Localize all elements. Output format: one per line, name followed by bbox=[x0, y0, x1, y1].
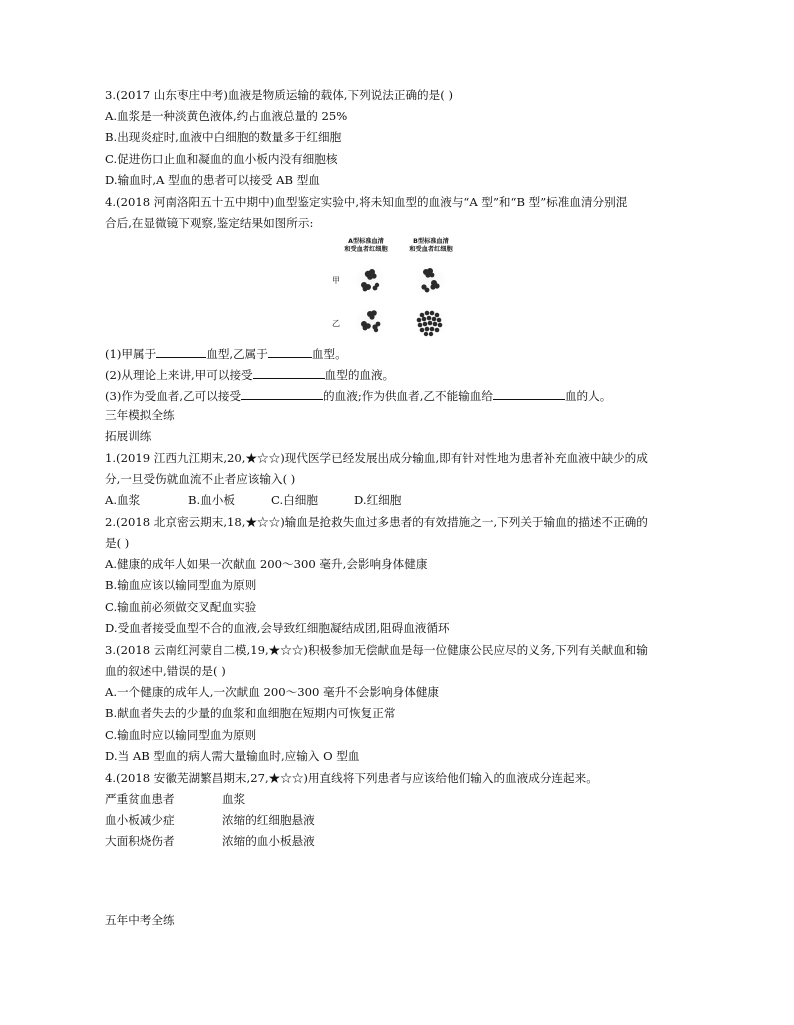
blood-type-figure bbox=[330, 238, 466, 342]
figure-cell-drawings bbox=[330, 238, 466, 342]
figure-col-a-line1: A型标准血清 bbox=[348, 238, 384, 245]
q4-part3-blank1[interactable] bbox=[241, 387, 323, 400]
q4-part3-text-b: 的血液;作为供血者,乙不能输血给 bbox=[323, 389, 493, 403]
e2-option-a: A.健康的成年人如果一次献血 200～300 毫升,会影响身体健康 bbox=[105, 557, 428, 571]
q4-part3 bbox=[105, 387, 611, 403]
q4-part1-text-c: 血型。 bbox=[311, 347, 347, 361]
q4-part3-blank2[interactable] bbox=[493, 387, 565, 400]
e4-right-item-3[interactable]: 浓缩的血小板悬液 bbox=[222, 834, 315, 848]
q4-part1 bbox=[105, 345, 347, 361]
e4-stem: 4.(2018 安徽芜湖繁昌期末,27,★☆☆)用直线将下列患者与应该给他们输入的血液成分连起来。 bbox=[105, 771, 598, 785]
q4-part3-text-a: (3)作为受血者,乙可以接受 bbox=[105, 389, 242, 403]
section-three-year-practice: 三年模拟全练 bbox=[105, 408, 175, 422]
q3-option-b: B.出现炎症时,血液中白细胞的数量多于红细胞 bbox=[105, 130, 342, 144]
e3-option-b: B.献血者失去的少量的血浆和血细胞在短期内可恢复正常 bbox=[105, 706, 396, 720]
q3-option-a: A.血浆是一种淡黄色液体,约占血液总量的 25% bbox=[105, 109, 348, 123]
e1-stem-line2: 分,一旦受伤就血流不止者应该输入( ) bbox=[105, 472, 296, 486]
q4-part2-text-a: (2)从理论上来讲,甲可以接受 bbox=[105, 368, 253, 382]
q4-part2-text-b: 血型的血液。 bbox=[324, 368, 395, 382]
e2-stem-line2: 是( ) bbox=[105, 536, 130, 550]
e3-option-c: C.输血时应以输同型血为原则 bbox=[105, 728, 257, 742]
e3-stem-line2: 血的叙述中,错误的是( ) bbox=[105, 664, 226, 678]
e4-right-item-2[interactable]: 浓缩的红细胞悬液 bbox=[222, 813, 315, 827]
figure-row-yi: 乙 bbox=[332, 319, 340, 328]
e2-stem-line1: 2.(2018 北京密云期末,18,★☆☆)输血是抢救失血过多患者的有效措施之一,下列关于输血的描述不正确的 bbox=[105, 515, 648, 529]
q4-part1-blank2[interactable] bbox=[268, 345, 312, 358]
e3-option-d: D.当 AB 型血的病人需大量输血时,应输入 O 型血 bbox=[105, 749, 360, 763]
e4-left-item-2[interactable]: 血小板减少症 bbox=[105, 813, 175, 827]
e2-option-b: B.输血应该以输同型血为原则 bbox=[105, 578, 257, 592]
q4-part1-blank1[interactable] bbox=[156, 345, 206, 358]
section-five-year-exam-practice: 五年中考全练 bbox=[105, 913, 175, 927]
e4-right-item-1[interactable]: 血浆 bbox=[222, 792, 246, 806]
e4-left-item-3[interactable]: 大面积烧伤者 bbox=[105, 834, 175, 848]
e1-options bbox=[105, 493, 401, 507]
q3-stem: 3.(2017 山东枣庄中考)血液是物质运输的载体,下列说法正确的是( ) bbox=[105, 88, 453, 102]
q3-option-c: C.促进伤口止血和凝血的血小板内没有细胞核 bbox=[105, 152, 338, 166]
e3-option-a: A.一个健康的成年人,一次献血 200～300 毫升不会影响身体健康 bbox=[105, 685, 440, 699]
e3-stem-line1: 3.(2018 云南红河蒙自二模,19,★☆☆)积极参加无偿献血是每一位健康公民应尽的义务,下列有关献血和输 bbox=[105, 643, 648, 657]
figure-row-jia: 甲 bbox=[332, 276, 340, 285]
e1-option-b: B.血小板 bbox=[188, 493, 235, 507]
e1-stem-line1: 1.(2019 江西九江期末,20,★☆☆)现代医学已经发展出成分输血,即有针对性地为患者补充血液中缺少的成 bbox=[105, 451, 648, 465]
q4-part2 bbox=[105, 366, 394, 382]
e2-option-d: D.受血者接受血型不合的血液,会导致红细胞凝结成团,阻碍血液循环 bbox=[105, 621, 450, 635]
figure-col-b-line2: 和受血者红细胞 bbox=[409, 246, 453, 253]
e1-option-d: D.红细胞 bbox=[354, 493, 402, 507]
q4-part3-text-c: 血的人。 bbox=[564, 389, 612, 403]
figure-col-a-line2: 和受血者红细胞 bbox=[344, 246, 388, 253]
q4-part2-blank[interactable] bbox=[253, 366, 325, 379]
q4-part1-text-a: (1)甲属于 bbox=[105, 347, 157, 361]
figure-col-b-line1: B型标准血清 bbox=[413, 238, 449, 245]
section-extended-training: 拓展训练 bbox=[105, 429, 152, 443]
q4-part1-text-b: 血型,乙属于 bbox=[206, 347, 268, 361]
q3-option-d: D.输血时,A 型血的患者可以接受 AB 型血 bbox=[105, 173, 320, 187]
q4-stem-line1: 4.(2018 河南洛阳五十五中期中)血型鉴定实验中,将未知血型的血液与“A 型”和“B 型”标准血清分别混 bbox=[105, 195, 628, 209]
e2-option-c: C.输血前必须做交叉配血实验 bbox=[105, 600, 257, 614]
e1-option-c: C.白细胞 bbox=[271, 493, 318, 507]
e1-option-a: A.血浆 bbox=[105, 493, 141, 507]
q4-stem-line2: 合后,在显微镜下观察,鉴定结果如图所示: bbox=[105, 216, 314, 230]
e4-left-item-1[interactable]: 严重贫血患者 bbox=[105, 792, 175, 806]
